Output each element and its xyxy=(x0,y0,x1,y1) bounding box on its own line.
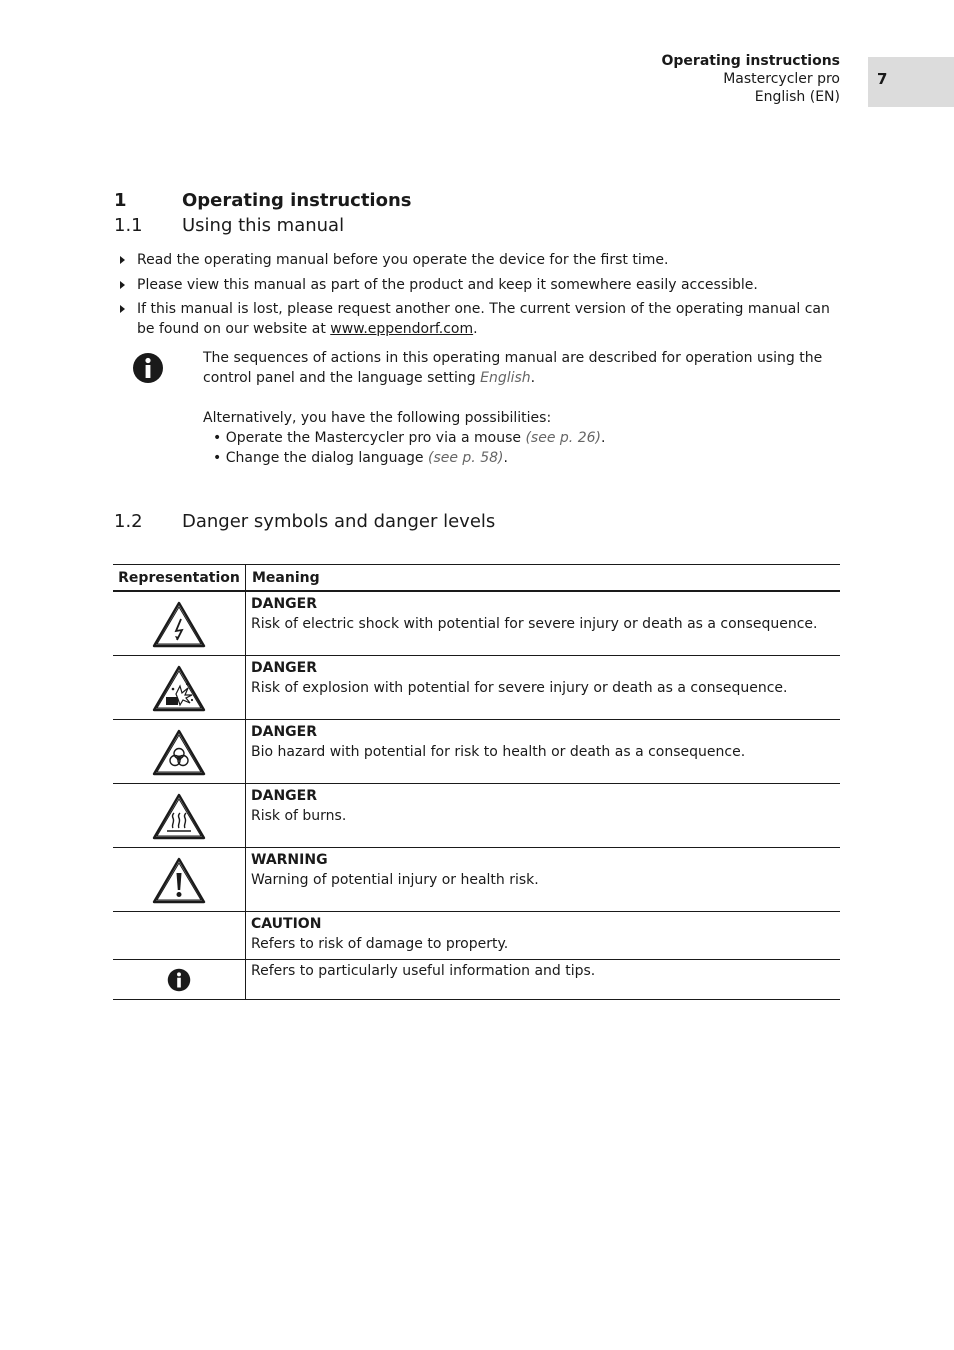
option-text: Operate the Mastercycler pro via a mouse xyxy=(225,430,526,446)
instruction-item xyxy=(114,275,840,295)
danger-level: DANGER xyxy=(251,596,318,612)
note-intro: The sequences of actions in this operating manual are described for operation using the control panel and the language setting English. xyxy=(203,350,823,386)
danger-level: DANGER xyxy=(251,724,318,740)
arrow-bullet-icon xyxy=(120,305,125,313)
page-number-tab xyxy=(868,57,954,107)
lost-manual-text: If this manual is lost, please request another one. The current version of the operating manual can be found on our website at xyxy=(137,301,830,337)
table-row xyxy=(113,912,840,960)
danger-level: CAUTION xyxy=(251,916,322,932)
header-title: Operating instructions xyxy=(661,53,840,69)
website-link[interactable]: www.eppendorf.com xyxy=(330,321,474,337)
danger-levels-table xyxy=(113,564,840,1000)
table-row xyxy=(113,784,840,848)
symbol-cell xyxy=(113,960,246,1000)
section-title: Operating instructions xyxy=(182,190,412,211)
table-row xyxy=(113,591,840,656)
option-text: Change the dialog language xyxy=(225,450,428,466)
note-option: • Operate the Mastercycler pro via a mouse (see p. 26). xyxy=(213,430,606,446)
symbol-cell xyxy=(113,784,246,848)
meaning-text: Bio hazard with potential for risk to health or death as a consequence. xyxy=(251,744,746,760)
table-row xyxy=(113,720,840,784)
section-title: Danger symbols and danger levels xyxy=(182,511,496,532)
danger-level: WARNING xyxy=(251,852,328,868)
arrow-bullet-icon xyxy=(120,281,125,289)
meaning-cell xyxy=(246,848,841,912)
info-icon xyxy=(167,968,191,992)
section-1-2-heading xyxy=(114,511,495,532)
section-1-1-heading xyxy=(114,215,344,236)
symbol-cell xyxy=(113,720,246,784)
meaning-cell xyxy=(246,784,841,848)
table-row xyxy=(113,848,840,912)
meaning-text: Risk of electric shock with potential for severe injury or death as a consequence. xyxy=(251,616,818,632)
meaning-text: Risk of explosion with potential for severe injury or death as a consequence. xyxy=(251,680,788,696)
note-alternatives: Alternatively, you have the following possibilities: xyxy=(203,410,552,426)
meaning-cell xyxy=(246,656,841,720)
page-reference[interactable]: (see p. 58) xyxy=(427,450,504,466)
meaning-cell xyxy=(246,960,841,1000)
symbol-cell xyxy=(113,591,246,656)
header-language: English (EN) xyxy=(754,89,840,105)
info-note xyxy=(203,348,843,468)
meaning-cell xyxy=(246,591,841,656)
warning-exclamation-icon xyxy=(152,856,206,904)
info-icon xyxy=(132,352,164,384)
meaning-text: Refers to risk of damage to property. xyxy=(251,936,509,952)
danger-level: DANGER xyxy=(251,660,318,676)
section-number: 1.1 xyxy=(114,215,143,236)
danger-level: DANGER xyxy=(251,788,318,804)
running-header xyxy=(662,52,841,106)
arrow-bullet-icon xyxy=(120,256,125,264)
meaning-cell xyxy=(246,912,841,960)
instruction-item xyxy=(114,250,840,270)
section-number: 1 xyxy=(114,190,127,211)
electric-shock-icon xyxy=(152,600,206,648)
instruction-text: Please view this manual as part of the product and keep it somewhere easily accessible. xyxy=(137,277,758,293)
instruction-text: Read the operating manual before you operate the device for the first time. xyxy=(137,252,669,268)
section-number: 1.2 xyxy=(114,511,143,532)
column-header-meaning: Meaning xyxy=(246,565,841,592)
symbol-cell xyxy=(113,848,246,912)
instruction-item xyxy=(114,299,840,339)
instruction-text: If this manual is lost, please request another one. The current version of the operating manual can be found on our website at www.eppendorf.com. xyxy=(137,301,830,337)
page-number: 7 xyxy=(877,70,888,88)
section-title: Using this manual xyxy=(182,215,345,236)
note-intro-text: The sequences of actions in this operating manual are described for operation using the control panel and the language setting xyxy=(203,350,823,386)
symbol-cell xyxy=(113,656,246,720)
symbol-cell xyxy=(113,912,246,960)
language-setting: English xyxy=(480,370,531,386)
meaning-text: Risk of burns. xyxy=(251,808,347,824)
meaning-text: Warning of potential injury or health risk. xyxy=(251,872,539,888)
table-row xyxy=(113,960,840,1000)
meaning-cell xyxy=(246,720,841,784)
note-option: • Change the dialog language (see p. 58). xyxy=(213,450,508,466)
header-product: Mastercycler pro xyxy=(723,71,840,87)
column-header-representation: Representation xyxy=(113,565,246,592)
explosion-icon xyxy=(152,664,206,712)
meaning-text: Refers to particularly useful information and tips. xyxy=(251,963,596,979)
biohazard-icon xyxy=(152,728,206,776)
table-header-row xyxy=(113,565,840,592)
hot-surface-icon xyxy=(152,792,206,840)
page-reference[interactable]: (see p. 26) xyxy=(525,430,601,446)
section-1-heading xyxy=(114,190,412,211)
table-row xyxy=(113,656,840,720)
